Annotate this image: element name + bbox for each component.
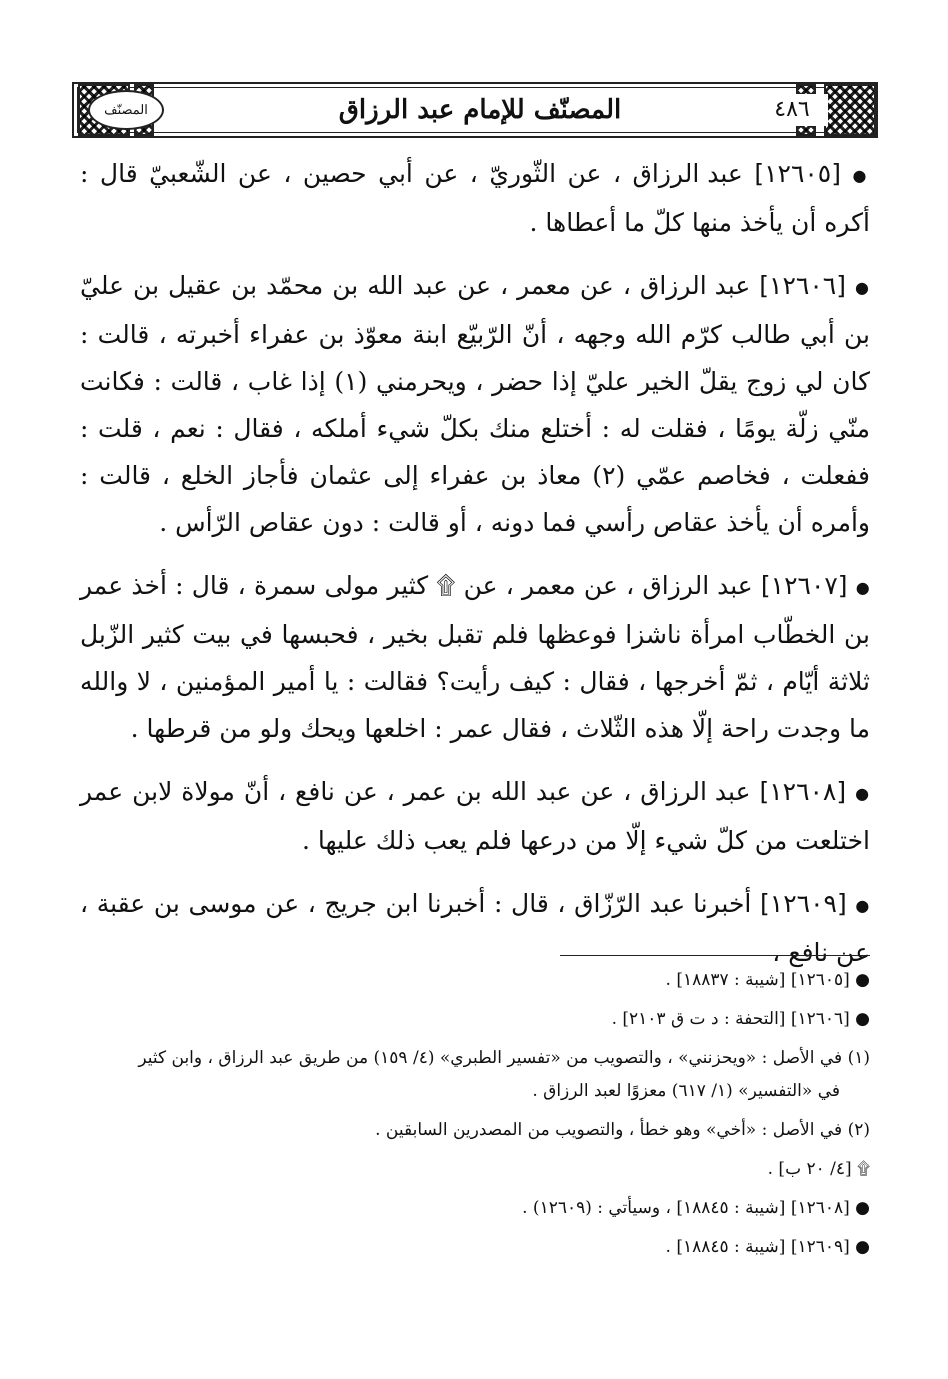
footnote-divider — [560, 955, 870, 956]
bullet-icon: ● — [855, 578, 871, 597]
hadith-number: [١٢٦٠٦] — [759, 271, 846, 300]
footnote-item: ● [١٢٦٠٩] [شيبة : ١٨٨٤٥] . — [665, 1237, 870, 1257]
hadith-text: عبد الرزاق ، عن معمر ، عن ۩ كثير مولى سمرة ، قال : أخذ عمر بن الخطّاب امرأة ناشزا فوعظها فلم تقبل بخير ، فحبسها في بيت كثير الزّبل ثلاثة أيّام ، ثمّ أخرجها ، فقال : كيف رأيت؟ فقالت : يا أمير المؤمنين ، لا والله ما وجدت راحة إلّا هذه الثّلاث ، فقال عمر : اخلعها ويحك ولو من قرطها . — [80, 571, 870, 743]
footnote-item: (٢) في الأصل : «أخي» وهو خطأ ، والتصويب من المصدرين السابقين . — [375, 1120, 870, 1140]
main-text — [80, 150, 870, 992]
hadith-paragraph — [80, 262, 870, 546]
hadith-text: عبد الرزاق ، عن عبد الله بن عمر ، عن نافع ، أنّ مولاة لابن عمر اختلعت من كلّ شيء إلّا من درعها فلم يعب ذلك عليها . — [80, 777, 870, 855]
hadith-paragraph — [80, 562, 870, 752]
hadith-paragraph — [80, 768, 870, 864]
footnotes — [80, 964, 870, 1270]
bullet-icon: ● — [854, 278, 871, 297]
footnote-item: ● [١٢٦٠٨] [شيبة : ١٨٨٤٥] ، وسيأتي : (١٢٦٠٩) . — [522, 1198, 870, 1218]
hadith-paragraph — [80, 150, 870, 246]
bullet-icon: ● — [855, 784, 870, 803]
footnote-item: ● [١٢٦٠٥] [شيبة : ١٨٨٣٧] . — [665, 970, 870, 990]
page-number: ٤٨٦ — [756, 94, 828, 126]
book-logo-seal: المصنّف — [88, 90, 164, 130]
hadith-text: عبد الرزاق ، عن معمر ، عن عبد الله بن محمّد بن عقيل بن عليّ بن أبي طالب كرّم الله وجهه ، أنّ الرّبيّع ابنة معوّذ بن عفراء أخبرته ، قالت : كان لي زوج يقلّ الخير عليّ إذا حضر ، ويحرمني (١) إذا غاب ، قالت : فكانت منّي زلّة يومًا ، فقلت له : أختلع منك بكلّ شيء أملكه ، فقال : نعم ، قلت : ففعلت ، فخاصم عمّي (٢) معاذ بن عفراء إلى عثمان فأجاز الخلع ، قالت : وأمره أن يأخذ عقاص رأسي فما دونه ، أو قالت : دون عقاص الرّأس . — [80, 271, 871, 537]
footnote-item: (١) في الأصل : «ويحزنني» ، والتصويب من «تفسير الطبري» (٤/ ١٥٩) من طريق عبد الرزاق ، وابن كثير في «التفسير» (١/ ٦١٧) معزوًا لعبد الرزاق . — [80, 1042, 870, 1108]
hadith-number: [١٢٦٠٩] — [760, 889, 847, 918]
header-ornament-right — [824, 84, 876, 136]
footnote-continuation: في «التفسير» (١/ ٦١٧) معزوًا لعبد الرزاق . — [532, 1081, 840, 1101]
hadith-number: [١٢٦٠٧] — [760, 571, 848, 600]
bullet-icon: ● — [852, 166, 871, 185]
footnote-item: ● [١٢٦٠٦] [التحفة : د ت ق ٢١٠٣] . — [611, 1009, 870, 1029]
hadith-paragraph — [80, 880, 870, 976]
hadith-text: أخبرنا عبد الرّزّاق ، قال : أخبرنا ابن جريج ، عن موسى بن عقبة ، عن نافع ، — [80, 889, 870, 967]
hadith-text: عبد الرزاق ، عن الثّوريّ ، عن أبي حصين ، عن الشّعبيّ قال : أكره أن يأخذ منها كلّ ما أعطاها . — [80, 159, 870, 237]
bullet-icon: ● — [855, 896, 870, 915]
book-title: المصنّف للإمام عبد الرزاق — [338, 95, 622, 125]
hadith-number: [١٢٦٠٨] — [759, 777, 847, 806]
hadith-number: [١٢٦٠٥] — [754, 159, 841, 188]
footnote-item: ۩ [٤/ ٢٠ ب] . — [767, 1159, 870, 1179]
